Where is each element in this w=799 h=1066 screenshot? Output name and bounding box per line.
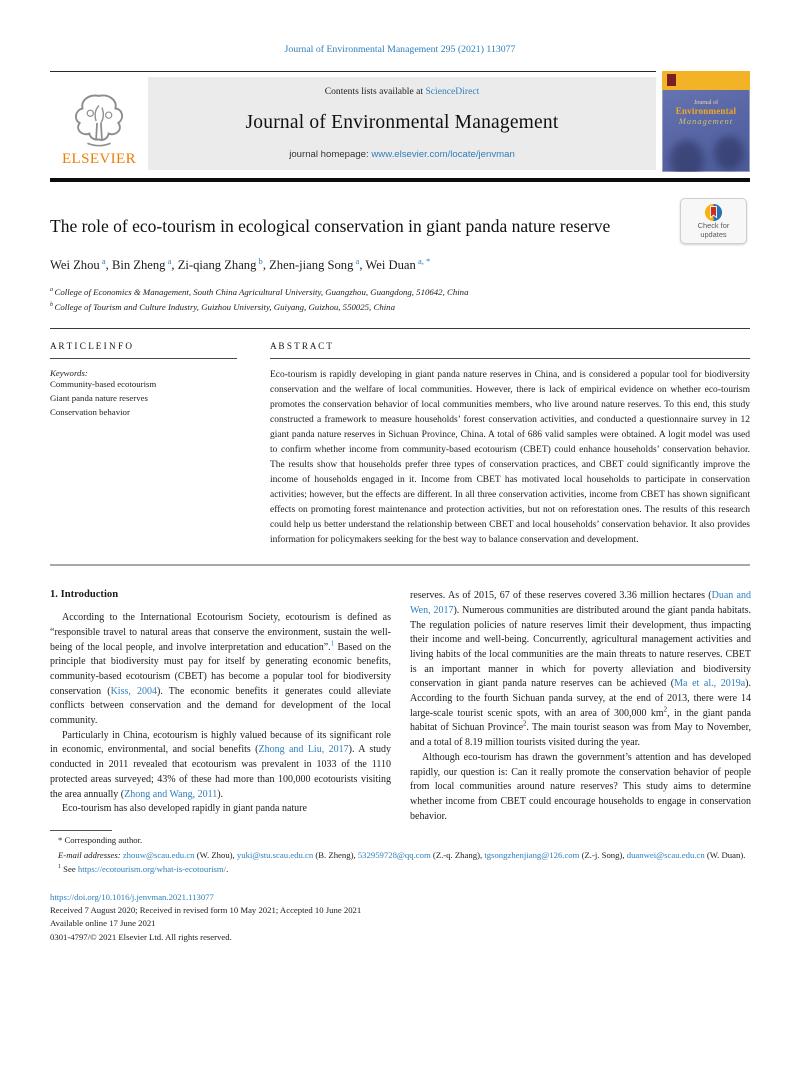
text-link[interactable]: Zhong and Wang, 2011	[124, 788, 218, 800]
text-link[interactable]: 1	[330, 640, 335, 648]
footnote-block	[50, 849, 750, 876]
text-link[interactable]: https://ecotourism.org/what-is-ecotourism/	[77, 863, 227, 874]
article-info-column	[50, 341, 237, 553]
masthead-left	[50, 71, 656, 170]
elsevier-wordmark: ELSEVIER	[61, 151, 137, 167]
text-link[interactable]: Kiss, 2004	[110, 685, 157, 697]
text-segment: ). According to the fourth Sichuan panda survey, at the end of 2013, there were 14 large-scale tourist scenic spots, with an area of 300,000 km	[410, 678, 752, 719]
affiliations	[50, 285, 750, 315]
text-segment: ). The economic benefits it generates could alleviate conflicts between conservation and the demand for development of the local community.	[50, 685, 391, 727]
doi-link[interactable]: https://doi.org/10.1016/j.jenvman.2021.113077	[50, 892, 214, 903]
check-for-updates-label: Check for updates	[697, 220, 730, 239]
check-for-updates-icon	[704, 203, 723, 222]
text-segment: Although eco-tourism has drawn the government’s attention and has developed rapidly, our question is: Can it really promote the conservation behavior of people from local communities around nature reserves? This study aims to determine whether income from CBET could encourage households to engage in conservation behavior.	[410, 751, 751, 822]
text-link[interactable]: a	[353, 256, 360, 267]
article-title: The role of eco-tourism in ecological conservation in giant panda nature reserve	[50, 216, 611, 236]
text-segment: 1	[58, 863, 61, 870]
paragraph	[410, 751, 751, 824]
journal-title: Journal of Environmental Management	[245, 112, 559, 133]
article-info-rule	[50, 358, 237, 359]
text-segment: College of Tourism and Culture Industry, Guizhou University, Guiyang, Guizhou, 550025, China	[54, 302, 395, 313]
text-segment: See	[60, 863, 78, 874]
abstract-column	[270, 341, 750, 553]
available-online-date: Available online 17 June 2021	[50, 918, 156, 929]
journal-cover-thumbnail[interactable]	[662, 71, 750, 172]
text-segment: a	[50, 287, 55, 294]
paragraph	[50, 611, 391, 729]
text-segment: Eco-tourism has also developed rapidly in giant panda nature	[62, 803, 307, 815]
abstract-heading: A B S T R A C T	[270, 341, 333, 352]
running-head-citation: Journal of Environmental Management 295 (2021) 113077	[284, 44, 516, 55]
keyword: Giant panda nature reserves	[50, 392, 148, 403]
affiliation-b	[50, 300, 750, 315]
text-link[interactable]: b	[256, 256, 263, 267]
text-segment: , Zi-qiang Zhang	[171, 258, 257, 273]
text-link[interactable]: a	[99, 256, 106, 267]
author-list	[50, 258, 750, 273]
text-link[interactable]: zhouw@scau.edu.cn	[122, 850, 195, 861]
text-segment: journal homepage:	[289, 149, 372, 160]
text-segment: , Wei Duan	[359, 258, 416, 273]
masthead-banner	[148, 77, 656, 170]
text-segment: , Zhen-jiang Song	[262, 258, 354, 273]
corresponding-author-note: * Corresponding author.	[58, 834, 143, 845]
text-segment: ). A study conducted in 2011 revealed that ecotourism was prevalent in 1033 of the 1110 protected areas surveyed; 43% of these had more than 100,000 ecotourists visiting the area annually (	[50, 744, 392, 800]
text-link[interactable]: duanwei@scau.edu.cn	[626, 850, 705, 861]
abstract-text: Eco-tourism is rapidly developing in giant panda nature reserves in China, and is considered a popular tool for biodiversity conservation and the welfare of local communities. However, there is lack of empirical evidence on whether eco-tourism promotes the conservation behavior of local communities members, who live around nature reserves. To this end, this study constructed a framework to measure households’ forest conservation activities, and conducted a questionnaire survey in 12 giant panda nature reserves in Sichuan Province, China. A total of 686 valid samples were obtained. A logit model was used to confirm whether income from community-based ecotourism (CBET) could enhance households’ conservation behavior. The results show that households prefer three types of conservation practices, and CBET could significantly improve the income of households engaged in it. Income from CBET has motivated local households to participate in conservation activities; however, but the effects are different. In all three conservation activities, income from CBET has shown significant effects on promoting forest maintenance and protection activities, but not on reforestation ones. The results of this research could help us better understand the relationship between CBET and local households’ conservation behavior. It also provides information for policymakers seeking for the best way to balance conservation and development.	[270, 370, 750, 546]
keyword: Community-based ecotourism	[50, 379, 157, 390]
text-link[interactable]: Duan and Wen, 2017	[410, 590, 751, 616]
text-link[interactable]: a	[165, 256, 172, 267]
keywords-label: Keywords:	[50, 368, 88, 379]
text-segment: ). Numerous communities are distributed around the giant panda habitats. The regulation policies of nature reserves limit their development, thus impacting their income and well-being. Concurrently, agricultural management activities and living habits of the local communities are the main threats to nature reserves. CBET is an important manner in which for poverty alleviation and biodiversity conservation in giant panda nature reserves can be achieved (	[410, 604, 752, 690]
masthead-bottom-rule	[50, 178, 750, 182]
elsevier-logo	[50, 77, 148, 170]
text-link[interactable]: 532959728@qq.com	[357, 850, 431, 861]
paragraph	[50, 729, 391, 802]
text-segment: Wei Zhou	[50, 258, 100, 273]
text-segment: According to the International Ecotourism Society, ecotourism is defined as “responsible travel to natural areas that conserve the environment, sustain the well-being of the local people, and involve interpretation and education”.	[50, 612, 391, 653]
paragraph	[50, 802, 391, 817]
text-segment: (Z.-q. Zhang),	[430, 850, 485, 861]
text-segment: (W. Zhou),	[194, 850, 237, 861]
cover-title-sub: Management	[678, 116, 734, 126]
text-segment: E-mail addresses:	[58, 850, 123, 861]
text-link[interactable]: Zhong and Liu, 2017	[258, 744, 349, 756]
affiliation-a	[50, 285, 750, 300]
journal-masthead	[50, 71, 750, 172]
footnote-rule	[50, 830, 112, 831]
check-for-updates-badge[interactable]	[680, 198, 747, 244]
text-segment: (W. Duan).	[704, 850, 746, 861]
section-heading-introduction: 1. Introduction	[50, 589, 119, 601]
text-segment: b	[50, 302, 55, 309]
text-link[interactable]: ScienceDirect	[425, 86, 480, 97]
text-segment: 2	[663, 706, 668, 714]
see-ecotourism-note	[50, 863, 750, 876]
keyword: Conservation behavior	[50, 406, 130, 417]
text-link[interactable]: tgsongzhenjiang@126.com	[484, 850, 580, 861]
cover-artwork	[714, 136, 744, 170]
copyright-line: 0301-4797/© 2021 Elsevier Ltd. All rights reserved.	[50, 931, 232, 942]
elsevier-tree-icon	[70, 92, 128, 150]
text-segment: Based on the principle that biodiversity must pay for itself by generating economic benefits, community-based ecotourism (CBET) has become a popular tool for biodiversity conservation (	[50, 641, 392, 697]
text-segment: reserves. As of 2015, 67 of these reserves covered 3.36 million hectares (	[410, 590, 712, 602]
received-dates: Received 7 August 2020; Received in revised form 10 May 2021; Accepted 10 June 2021	[50, 905, 362, 916]
text-link[interactable]: yuki@stu.scau.edu.cn	[236, 850, 314, 861]
body-left-column	[50, 589, 391, 847]
text-segment: College of Economics & Management, South China Agricultural University, Guangzhou, Guangdong, 510642, China	[54, 287, 469, 298]
email-addresses-note	[50, 849, 750, 862]
text-link[interactable]: Ma et al., 2019a	[674, 678, 746, 690]
text-segment: ).	[217, 788, 224, 800]
abstract-rule	[270, 358, 750, 359]
text-segment: . The main tourist season was from May to November, and a total of 8.19 million tourists visited during the year.	[410, 722, 752, 749]
section-divider	[50, 328, 750, 329]
cover-artwork	[670, 140, 704, 172]
text-segment: .	[226, 863, 229, 874]
article-metadata-block	[50, 891, 750, 943]
masthead-top-rule	[50, 71, 656, 72]
journal-homepage-line	[152, 149, 652, 160]
text-segment: Particularly in China, ecotourism is highly valued because of its significant role in economic, environmental, and social benefits (	[50, 729, 391, 756]
text-segment: Contents lists available at	[324, 86, 426, 97]
text-link[interactable]: a, *	[415, 256, 431, 267]
cover-title-small: Journal of	[693, 100, 719, 106]
cover-title-main: Environmental	[675, 106, 737, 116]
abstract-bottom-rule	[50, 564, 750, 566]
cover-mini-logo	[667, 74, 676, 86]
footnotes	[50, 830, 391, 847]
cover-yellow-band	[662, 71, 750, 90]
text-link[interactable]: www.elsevier.com/locate/jenvman	[371, 149, 515, 160]
article-info-heading: A R T I C L E I N F O	[50, 341, 133, 352]
contents-line	[152, 86, 652, 97]
text-segment: 2	[523, 721, 527, 729]
text-segment: , Bin Zheng	[105, 258, 166, 273]
paragraph	[410, 589, 751, 751]
text-segment: (B. Zheng),	[313, 850, 358, 861]
text-segment: (Z.-j. Song),	[579, 850, 627, 861]
body-right-column	[410, 589, 751, 847]
text-segment: , in the giant panda habitat of Sichuan Province	[410, 707, 751, 734]
